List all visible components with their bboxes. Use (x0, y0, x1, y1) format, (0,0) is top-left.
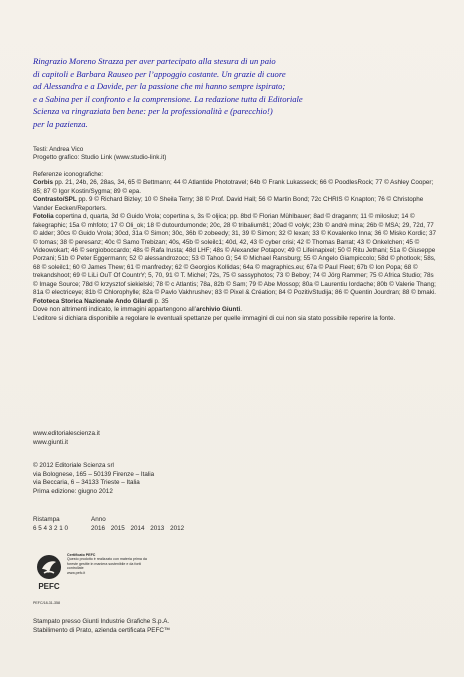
year: 2016 (91, 525, 106, 532)
corbis-label: Corbis (33, 179, 53, 187)
contrasto-label: Contrasto/SPL (33, 196, 77, 204)
ack-line: di capitoli e Barbara Rauseo per l’appoggio costante. Un grazie di cuore (33, 68, 286, 79)
ack-line: ad Alessandra e a Davide, per la passione che mi hanno sempre ispirato; (33, 81, 286, 92)
website-link[interactable]: www.giunti.it (33, 438, 68, 446)
ack-line: per la pazienza. (33, 118, 88, 129)
acknowledgements (33, 55, 437, 131)
anno-label: Anno (91, 516, 106, 523)
year-list (91, 524, 188, 533)
ristampa-label: Ristampa (33, 516, 60, 523)
address-line: via Beccaria, 6 – 34133 Trieste – Italia (33, 479, 140, 487)
credits (33, 146, 437, 323)
printer-line: Stampato presso Giunti Industrie Grafiche S.p.A. (33, 618, 170, 625)
printer-line: Stabilimento di Prato, azienda certificata PEFC™ (33, 627, 171, 635)
copyright-line: © 2012 Editoriale Scienza srl (33, 462, 114, 469)
ack-line: e a Sabina per il confronto e la comprensione. La redazione tutta di Editoriale (33, 93, 303, 104)
ack-line: Scienza va ringraziata ben bene: per la professionalità e (parecchio!) (33, 106, 273, 117)
rights-note: L’editore si dichiara disponibile a regolare le eventuali spettanze per quelle immagini di cui non sia stato possibile reperire la fonte. (33, 314, 396, 322)
archive-note: Dove non altrimenti indicato, le immagini appartengono all’archivio Giunti. (33, 306, 242, 314)
fototeca-text: p. 35 (152, 297, 169, 305)
copyright-block (33, 462, 437, 496)
corbis-text: pp. 21, 24b, 26, 28as, 34, 65 © Bettmann; 44 © Atlantide Phototravel; 64b © Frank Lukasseck; 66 © PoodlesRock; 77 © Ashley Cooper; 85; 87 © Igor Kostin/Sygma; 89 © epa. (33, 179, 434, 195)
pefc-body: Questo prodotto è realizzato con materia prima da foreste gestite in maniera sostenibile e da fonti controllate (67, 557, 147, 571)
websites (33, 430, 437, 447)
pefc-text (67, 553, 149, 575)
printer-info (33, 617, 170, 635)
fototeca-label: Fototeca Storica Nazionale Ando Gilardi (33, 297, 153, 305)
fotolia-credits (33, 213, 437, 298)
pefc-code: PEFC/18-31-358 (33, 601, 60, 605)
edition-line: Prima edizione: giugno 2012 (33, 487, 113, 495)
pefc-site: www.pefc.it (67, 570, 86, 575)
pefc-logo-text: PEFC (38, 582, 60, 591)
fototeca-credits (33, 298, 437, 306)
year: 2013 (150, 525, 165, 532)
pefc-certificate (33, 553, 153, 609)
year: 2014 (130, 525, 145, 532)
contrasto-credits (33, 196, 437, 213)
design-credit: Progetto grafico: Studio Link (www.studio-link.it) (33, 154, 167, 162)
refs-heading: Referenze iconografiche: (33, 170, 104, 178)
year: 2012 (170, 525, 185, 532)
corbis-credits (33, 179, 437, 196)
archive-name: archivio Giunti (196, 306, 241, 314)
pefc-logo-icon (33, 553, 65, 599)
address-line: via Bolognese, 165 – 50139 Firenze – Italia (33, 470, 155, 478)
contrasto-text: pp. 9 © Richard Bizley; 10 © Sheila Terry; 38 © Prof. David Hall; 56 © Martin Bond; 72c CHRIS © Knapton; 76 © Christophe Vander Eecken/Reporters. (33, 196, 424, 212)
fotolia-text: copertina d, quarta, 3d © Guido Vrola; copertina s, 3s © oljica; pp. 8bd © Florian Mühlbauer; 8ad © draganm; 11 © milosluz; 14 © fakegraphic; 15a © mhfoto; 17 © Oli_ok; 18 © dutourdumonde; 20c, 28 © tribalium81; 20ad © volyk; 23b © andrè mina; 26b © MSA; 29, 72d, 77 © alder; 30cs © Guido Vrola; 30cd, 31a © Simon; 30c, 36b © zobeedy; 31, 39 © Simon; 32 © lexan; 33 © Kovalenko Inna; 36 © Misko Kordic; 37 © tomas; 38 © peresanz; 40c © Samo Trebizan; 40s, 45b © soleilc1; 40d, 42, 43 © cyber crisi; 42 © Thomas Barrat; 43 © Onkelchen; 45 © Videowokart; 46 © sergioboccardo; 48s © Rafa Irusta; 48d LHF; 48s © Alexander Potapov; 49 © Lifeinapixel; 50 © Ritu Jethani; 51a © Giuseppe Porzani; 51b © Peter Eggermann; 52 © alessandrozocc; 53 © Tahoo G; 54 © Michael Ransburg; 55 © Angelo Giampiccolo; 58d © photlook; 58s, 68 © soleilc1; 60 © James Thew; 61 © manfredxy; 62 © Georgios Kollidas; 64a © magraphics.eu; 67a © Paul Fleet; 67b © Ion Popa; 68 © trekandshoot; 69 © LiLi OuT Of CountrY; 5, 70, 91 © T. Michel; 72s, 75 © sassyphotos; 73 © Beboy; 74 © Jörg Rammer; 75 © Africa Studio; 78s © Image Source; 78d © krzysztof siekielski; 78 © c Atlantis; 78a, 82b © Sam; 79 © Abe Mossop; 80a © Laurentiu Iordache; 80b © Valerie Thang; 81a © electriceye; 81b © Chlorophylle; 82a © Pavlo Vakhrushev; 83 © Pixel & Création; 84 © PozitivStudija; 86 © Quentin Jourdran; 88 © bmaki. (33, 213, 437, 297)
website-link[interactable]: www.editorialescienza.it (33, 430, 100, 437)
texts-credit: Testi: Andrea Vico (33, 146, 84, 153)
reprint-table (33, 515, 188, 533)
ack-line: Ringrazio Moreno Strazza per aver partecipato alla stesura di un paio (33, 56, 276, 66)
ristampa-values: 6 5 4 3 2 1 0 (33, 525, 69, 532)
fotolia-label: Fotolia (33, 213, 54, 221)
year: 2015 (110, 525, 125, 532)
pefc-title: Certificato PEFC (67, 553, 96, 557)
